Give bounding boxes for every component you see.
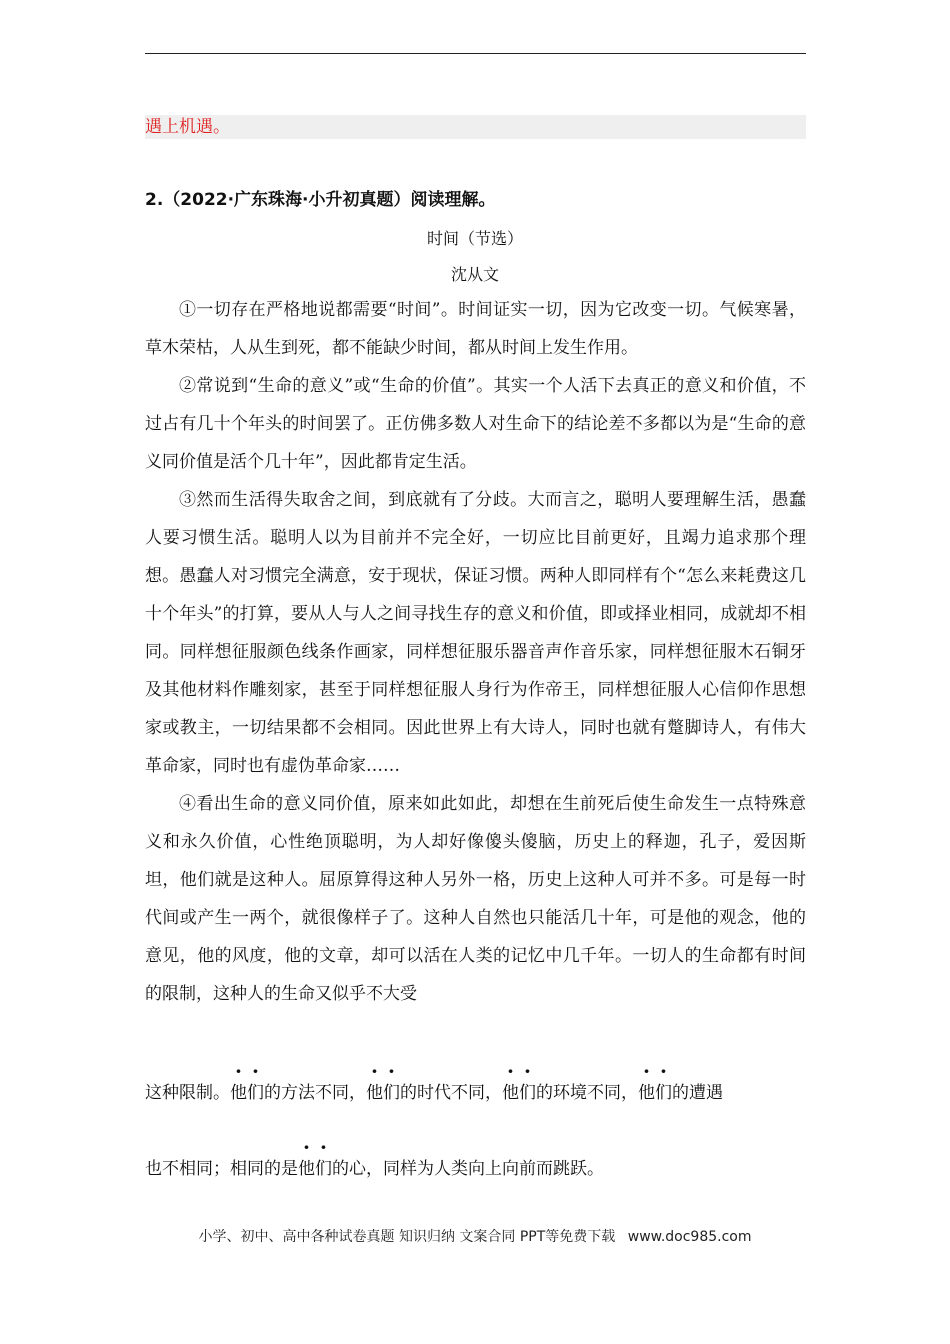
emphasized-line-1: [145, 1080, 806, 1106]
emphasis-dot-char: 他: [230, 1083, 247, 1103]
article-body: [145, 291, 806, 1013]
emphasized-line-2-text: 也不相同；相同的是他们的心，同样为人类向上向前而跳跃。: [145, 1156, 806, 1182]
paragraph-2: ②常说到“生命的意义”或“生命的价值”。其实一个人活下去真正的意义和价值，不过占有几十个年头的时间罢了。正仿佛多数人对生命下的结论差不多都以为是“生命的意义同价值是活个几十年”，因此都肯定生活。: [145, 376, 806, 472]
answer-tail-text: 遇上机遇。: [145, 117, 230, 137]
header-rule: [145, 53, 806, 54]
paragraph-1: ①一切存在严格地说都需要“时间”。时间证实一切，因为它改变一切。气候寒暑，草木荣枯，人从生到死，都不能缺少时间，都从时间上发生作用。: [145, 300, 806, 358]
emphasis-dot-char: 们: [247, 1083, 264, 1103]
emphasis-dot-char: 们: [519, 1083, 536, 1103]
emphasis-dot-char: 们: [655, 1083, 672, 1103]
emphasis-dot-char: 们: [383, 1083, 400, 1103]
article-author: 沈从文: [450, 265, 499, 284]
article-title: 时间（节选）: [426, 229, 523, 248]
paragraph-3: ③然而生活得失取舍之间，到底就有了分歧。大而言之，聪明人要理解生活，愚蠢人要习惯生活。聪明人以为目前并不完全好，一切应比目前更好，且竭力追求那个理想。愚蠢人对习惯完全满意，安于现状，保证习惯。两种人即同样有个“怎么来耗费这几十个年头”的打算，要从人与人之间寻找生存的意义和价值，即或择业相同，成就却不相同。同样想征服颜色线条作画家，同样想征服乐器音声作音乐家，同样想征服木石铜牙及其他材料作雕刻家，甚至于同样想征服人身行为作帝王，同样想征服人心信仰作思想家或教主，一切结果都不会相同。因此世界上有大诗人，同时也就有蹩脚诗人，有伟大革命家，同时也有虚伪革命家……: [145, 490, 806, 776]
emphasis-dot-char: 他: [502, 1083, 519, 1103]
emphasized-line-1-text: 这种限制。他们的方法不同，他们的时代不同，他们的环境不同，他们的遭遇: [145, 1080, 806, 1106]
emphasis-dot-char: 他: [298, 1159, 315, 1179]
footer-site: www.doc985.com: [627, 1229, 752, 1245]
answer-highlight-band: [145, 115, 806, 139]
paragraph-4: ④看出生命的意义同价值，原来如此如此，却想在生前死后使生命发生一点特殊意义和永久价值，心性绝顶聪明，为人却好像傻头傻脑，历史上的释迦，孔子，爱因斯坦，他们就是这种人。屈原算得这种人另外一格，历史上这种人可并不多。可是每一时代间或产生一两个，就很像样子了。这种人自然也只能活几十年，可是他的观念，他的意见，他的风度，他的文章，却可以活在人类的记忆中几千年。一切人的生命都有时间的限制，这种人的生命又似乎不大受: [145, 794, 806, 1004]
emphasis-dot-char: 他: [638, 1083, 655, 1103]
page-footer: [0, 1226, 950, 1246]
emphasis-dot-char: 们: [315, 1159, 332, 1179]
emphasis-dot-char: 他: [366, 1083, 383, 1103]
emphasized-line-2: [145, 1156, 806, 1182]
question-heading: 2.（2022·广东珠海·小升初真题）阅读理解。: [145, 190, 496, 210]
footer-text: 小学、初中、高中各种试卷真题 知识归纳 文案合同 PPT等免费下载: [198, 1229, 616, 1245]
